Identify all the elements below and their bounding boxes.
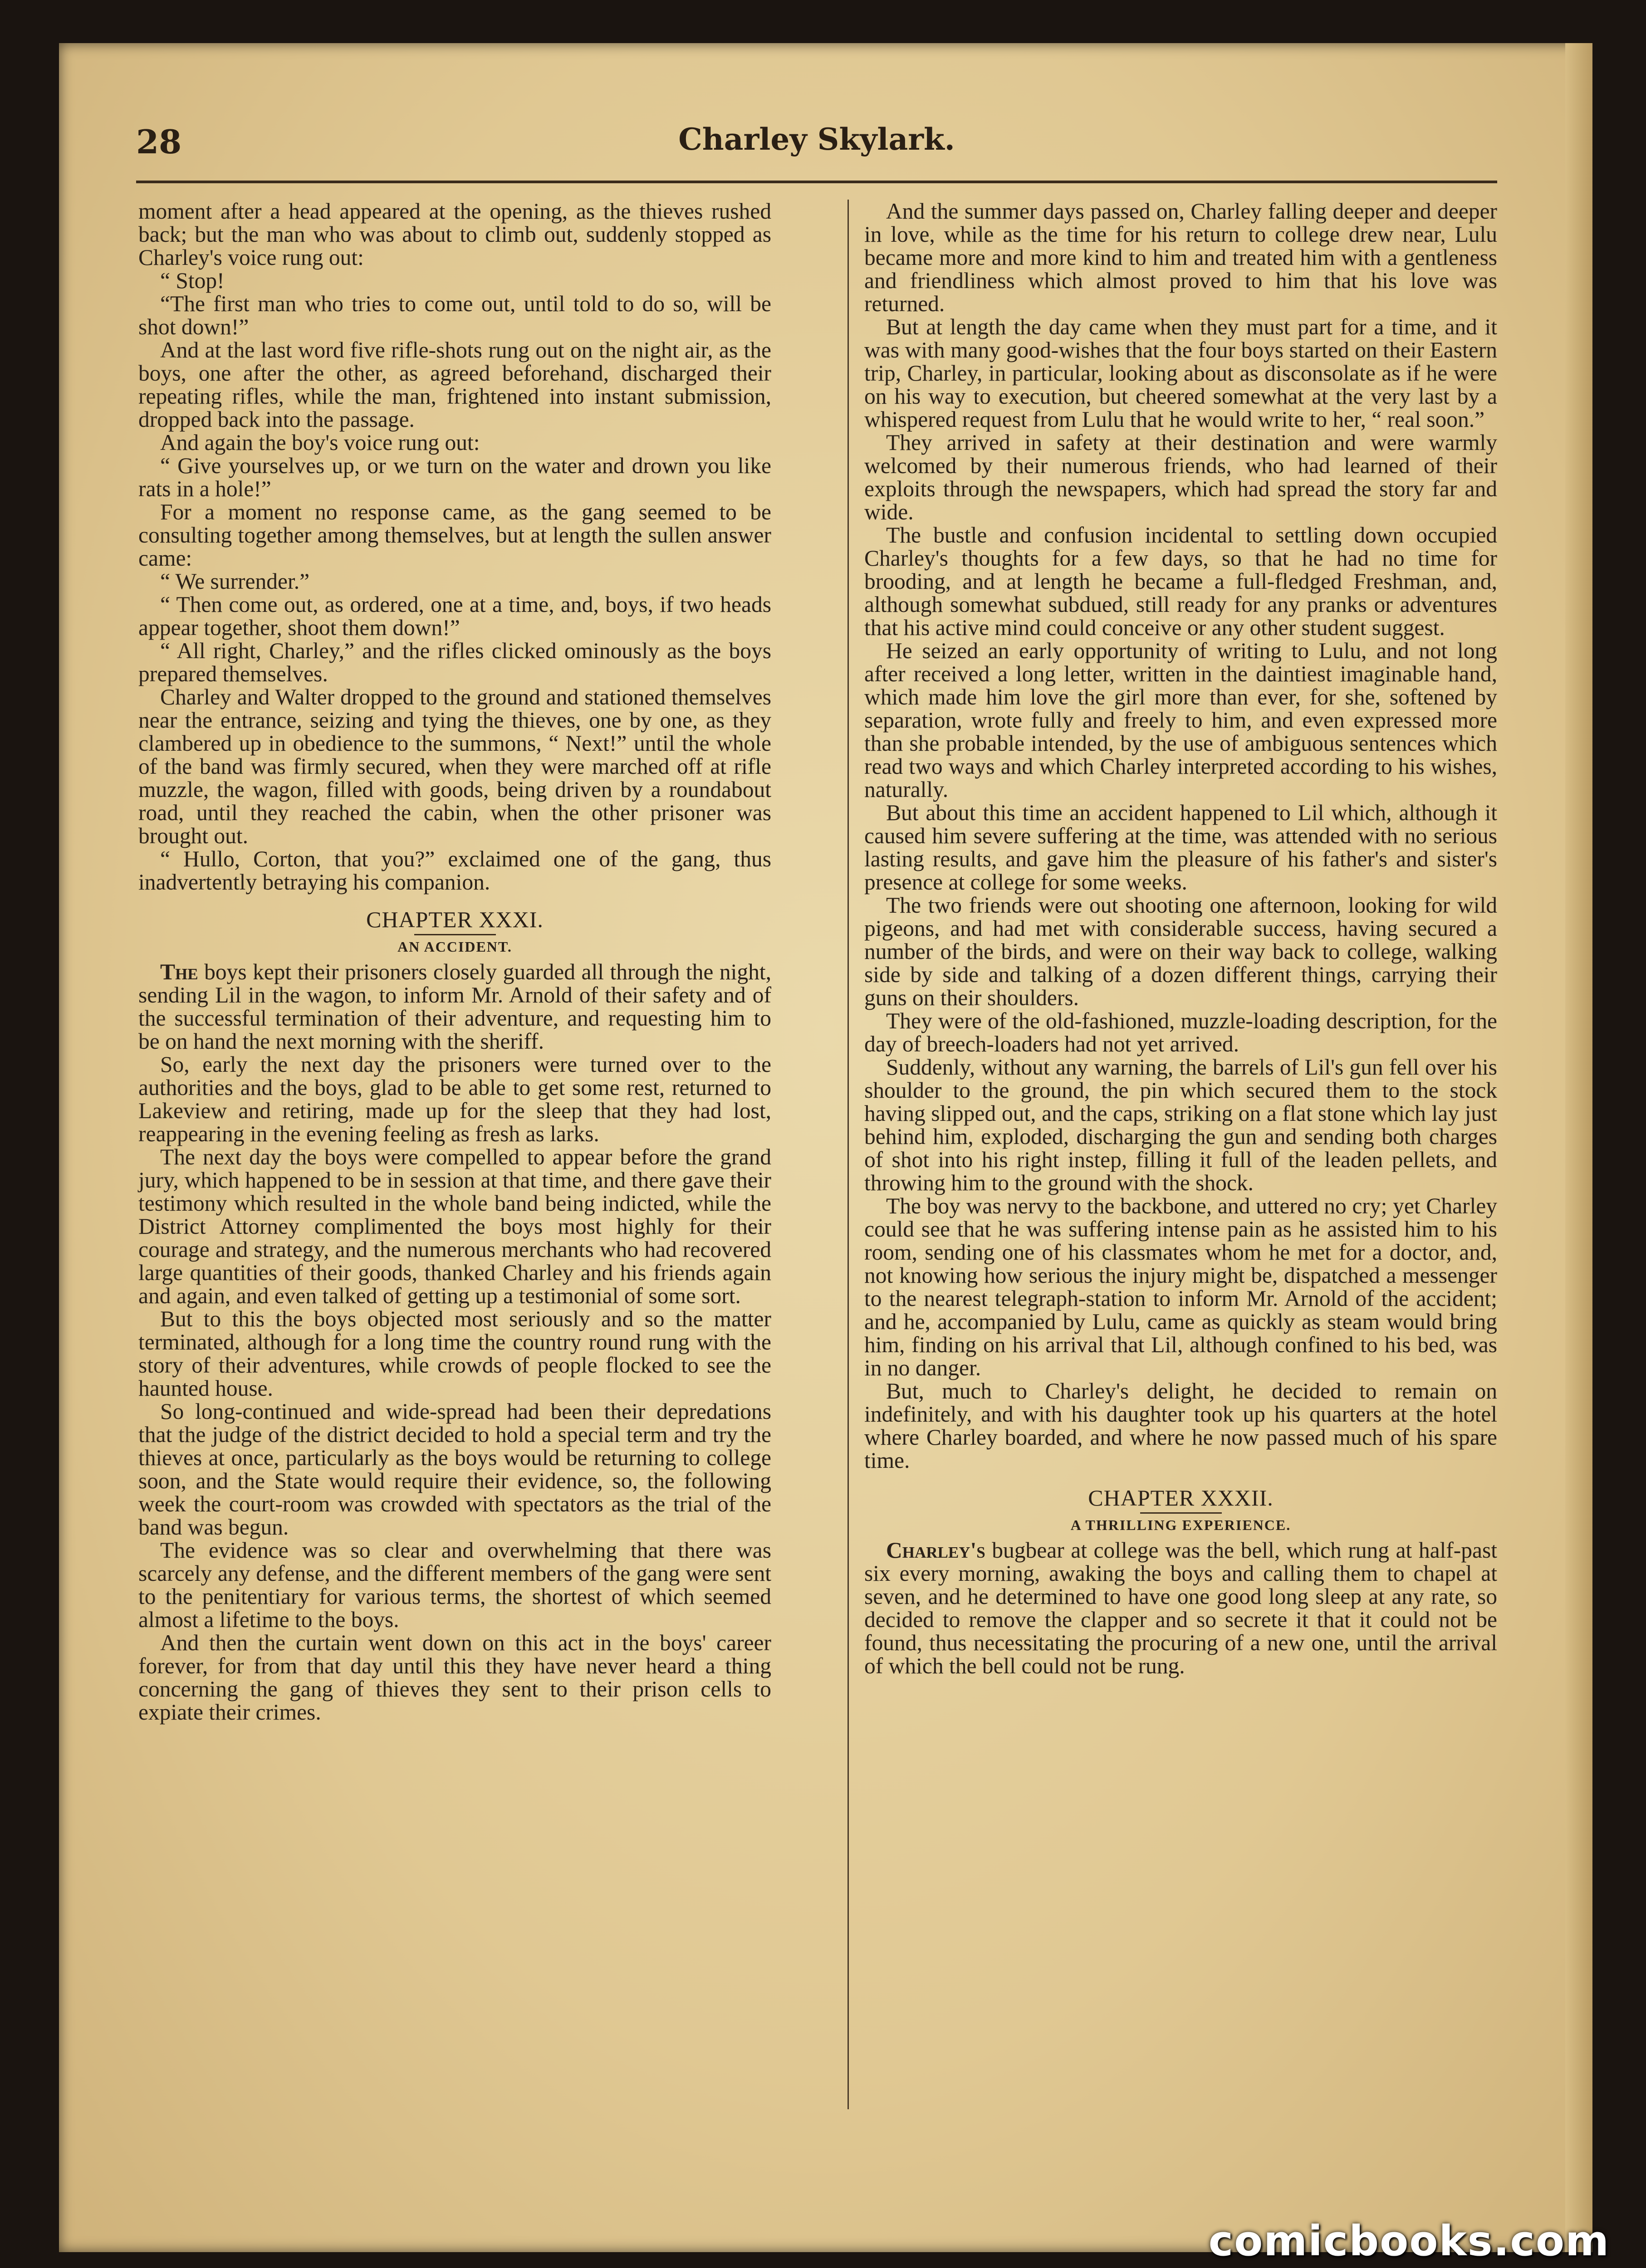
paragraph: But about this time an accident happened to Lil which, although it caused him severe suffering at the time, was attended with no serious lasting results, and gave him the pleasure of his father's and sister's presence at college for some weeks. (864, 800, 1497, 894)
chapter-opening-paragraph (864, 1539, 1497, 1677)
paragraph: The next day the boys were compelled to appear before the grand jury, which happened to be in session at that time, and there gave their testimony which resulted in the whole band being indicted, while the District Attorney complimented the boys most highly for their courage and strategy, and the numerous merchants who had recovered large quantities of their goods, thanked Charley and his friends again and again, and even talked of getting up a testimonial of some sort. (138, 1144, 771, 1308)
paragraph: “ Hullo, Corton, that you?” exclaimed one of the gang, thus inadvertently betraying his companion. (138, 846, 771, 894)
paragraph: “ All right, Charley,” and the rifles clicked ominously as the boys prepared themselves. (138, 638, 771, 686)
chapter-title: CHAPTER XXXII. (1088, 1485, 1274, 1510)
paragraph: They arrived in safety at their destination and were warmly welcomed by their numerous friends, who had learned of their exploits through the newspapers, which had spread the story far and wide. (864, 430, 1497, 524)
column-divider (847, 200, 849, 2109)
paragraph: So, early the next day the prisoners were turned over to the authorities and the boys, glad to be able to get some rest, returned to Lakeview and retiring, made up for the sleep that they had lost, reappearing in the evening feeling as fresh as larks. (138, 1052, 771, 1146)
paragraph: But to this the boys objected most seriously and so the matter terminated, although for a long time the country round rung with the story of their adventures, while crowds of people flocked to see the haunted house. (138, 1306, 771, 1401)
paragraph: The evidence was so clear and overwhelming that there was scarcely any defense, and the different members of the gang were sent to the penitentiary for various terms, the shortest of which seemed almost a lifetime to the boys. (138, 1538, 771, 1632)
running-title: Charley Skylark. (678, 122, 955, 157)
paragraph: But at length the day came when they must part for a time, and it was with many good-wishes that the four boys started on their Eastern trip, Charley, in particular, looking about as disconsolate as if he were on his way to execution, but cheered somewhat at the very last by a whispered request from Lulu that he would write to her, “ real soon.” (864, 314, 1497, 432)
chapter-first-word: Charley's (886, 1538, 985, 1563)
paragraph: Charley and Walter dropped to the ground and stationed themselves near the entrance, seizing and tying the thieves, one by one, as they clambered up in obedience to the summons, “ Next!” until the whole of the band was firmly secured, when they were marched off at rifle muzzle, the wagon, filled with goods, being driven by a roundabout road, until they reached the cabin, when the other prisoner was brought out. (138, 684, 771, 848)
paragraph: “ Give yourselves up, or we turn on the water and drown you like rats in a hole!” (138, 453, 771, 501)
chapter-opening-text: bugbear at college was the bell, which rung at half-past six every morning, awaking the boys and calling them to chapel at seven, and he determined to have one good long sleep at any rate, so decided to remove the clapper and so secrete it that it could not be found, thus necessitating the procuring of a new one, until the arrival of which the bell could not be rung. (864, 1538, 1497, 1678)
paragraph: And then the curtain went down on this act in the boys' career forever, for from that day until this they have never heard a thing concerning the gang of thieves they sent to their prison cells to expiate their crimes. (138, 1630, 771, 1725)
watermark: comicbooks.com (1208, 2217, 1610, 2265)
paragraph: He seized an early opportunity of writing to Lulu, and not long after received a long letter, written in the daintiest imaginable hand, which made him love the girl more than ever, for she, softened by separation, wrote fully and freely to him, and even expressed more than she probable intended, by the use of ambiguous sentences which read two ways and which Charley interpreted according to his wishes, naturally. (864, 638, 1497, 802)
paragraph: For a moment no response came, as the gang seemed to be consulting together among themselves, but at length the sullen answer came: (138, 499, 771, 571)
left-column (138, 200, 771, 1724)
chapter-opening-paragraph (138, 960, 771, 1053)
paragraph: But, much to Charley's delight, he decided to remain on indefinitely, and with his daughter took up his quarters at the hotel where Charley boarded, and where he now passed much of his spare time. (864, 1378, 1497, 1473)
paragraph: The bustle and confusion incidental to settling down occupied Charley's thoughts for a few days, so that he had no time for brooding, and at length he became a full-fledged Freshman, and, although somewhat subdued, still ready for any pranks or adventures that his active mind could conceive or any other student suggest. (864, 523, 1497, 640)
paragraph: “ Stop! (160, 268, 225, 293)
chapter-title: CHAPTER XXXI. (366, 907, 544, 932)
paragraph: The two friends were out shooting one afternoon, looking for wild pigeons, and had met with considerable success, having secured a number of the birds, and were on their way back to college, walking side by side and talking of a dozen different things, carrying their guns on their shoulders. (864, 893, 1497, 1010)
paragraph: Suddenly, without any warning, the barrels of Lil's gun fell over his shoulder to the ground, the pin which secured them to the stock having slipped out, and the caps, striking on a flat stone which lay just behind him, exploded, discharging the gun and sending both charges of shot into his right instep, filling it full of the leaden pellets, and throwing him to the ground with the shock. (864, 1055, 1497, 1195)
chapter-subtitle: A THRILLING EXPERIENCE. (1070, 1517, 1291, 1533)
paragraph: And the summer days passed on, Charley falling deeper and deeper in love, while as the time for his return to college drew near, Lulu became more and more kind to him and treated him with a gentleness and friendliness which almost proved to him that his love was returned. (864, 199, 1497, 316)
paragraph: The boy was nervy to the backbone, and uttered no cry; yet Charley could see that he was suffering intense pain as he assisted him to his room, sending one of his classmates whom he met for a doctor, and, not knowing how serious the injury might be, dispatched a messenger to the nearest telegraph-station to inform Mr. Arnold of the accident; and he, accompanied by Lulu, came as quickly as steam would bring him, finding on his arrival that Lil, although confined to his bed, was in no danger. (864, 1193, 1497, 1380)
chapter-opening-text: boys kept their prisoners closely guarded all through the night, sending Lil in the wagon, to inform Mr. Arnold of their safety and of the successful termination of their adventure, and requesting him to be on hand the next morning with the sheriff. (138, 959, 771, 1054)
paragraph: They were of the old-fashioned, muzzle-loading description, for the day of breech-loaders had not yet arrived. (864, 1008, 1497, 1056)
paragraph: So long-continued and wide-spread had been their depredations that the judge of the district decided to hold a special term and try the thieves at once, particularly as the boys would be returning to college soon, and the State would require their evidence, so, the following week the court-room was crowded with spectators as the trial of the band was begun. (138, 1399, 771, 1540)
paragraph: “ Then come out, as ordered, one at a time, and, boys, if two heads appear together, shoot them down!” (138, 592, 771, 640)
page-number: 28 (136, 122, 182, 161)
page-spine-edge (1565, 43, 1592, 2252)
chapter-subtitle: AN ACCIDENT. (397, 938, 512, 955)
right-column (864, 200, 1497, 1677)
paragraph: And again the boy's voice rung out: (160, 430, 480, 455)
paragraph: “The first man who tries to come out, until told to do so, will be shot down!” (138, 291, 771, 339)
page-header (136, 118, 1497, 168)
paragraph: And at the last word five rifle-shots rung out on the night air, as the boys, one after the other, as agreed beforehand, discharged their repeating rifles, while the man, frightened into instant submission, dropped back into the passage. (138, 337, 771, 432)
header-rule (136, 181, 1497, 183)
paragraph: moment after a head appeared at the opening, as the thieves rushed back; but the man who was about to climb out, suddenly stopped as Charley's voice rung out: (138, 199, 771, 270)
chapter-first-word: The (160, 959, 198, 984)
paragraph: “ We surrender.” (160, 569, 310, 594)
